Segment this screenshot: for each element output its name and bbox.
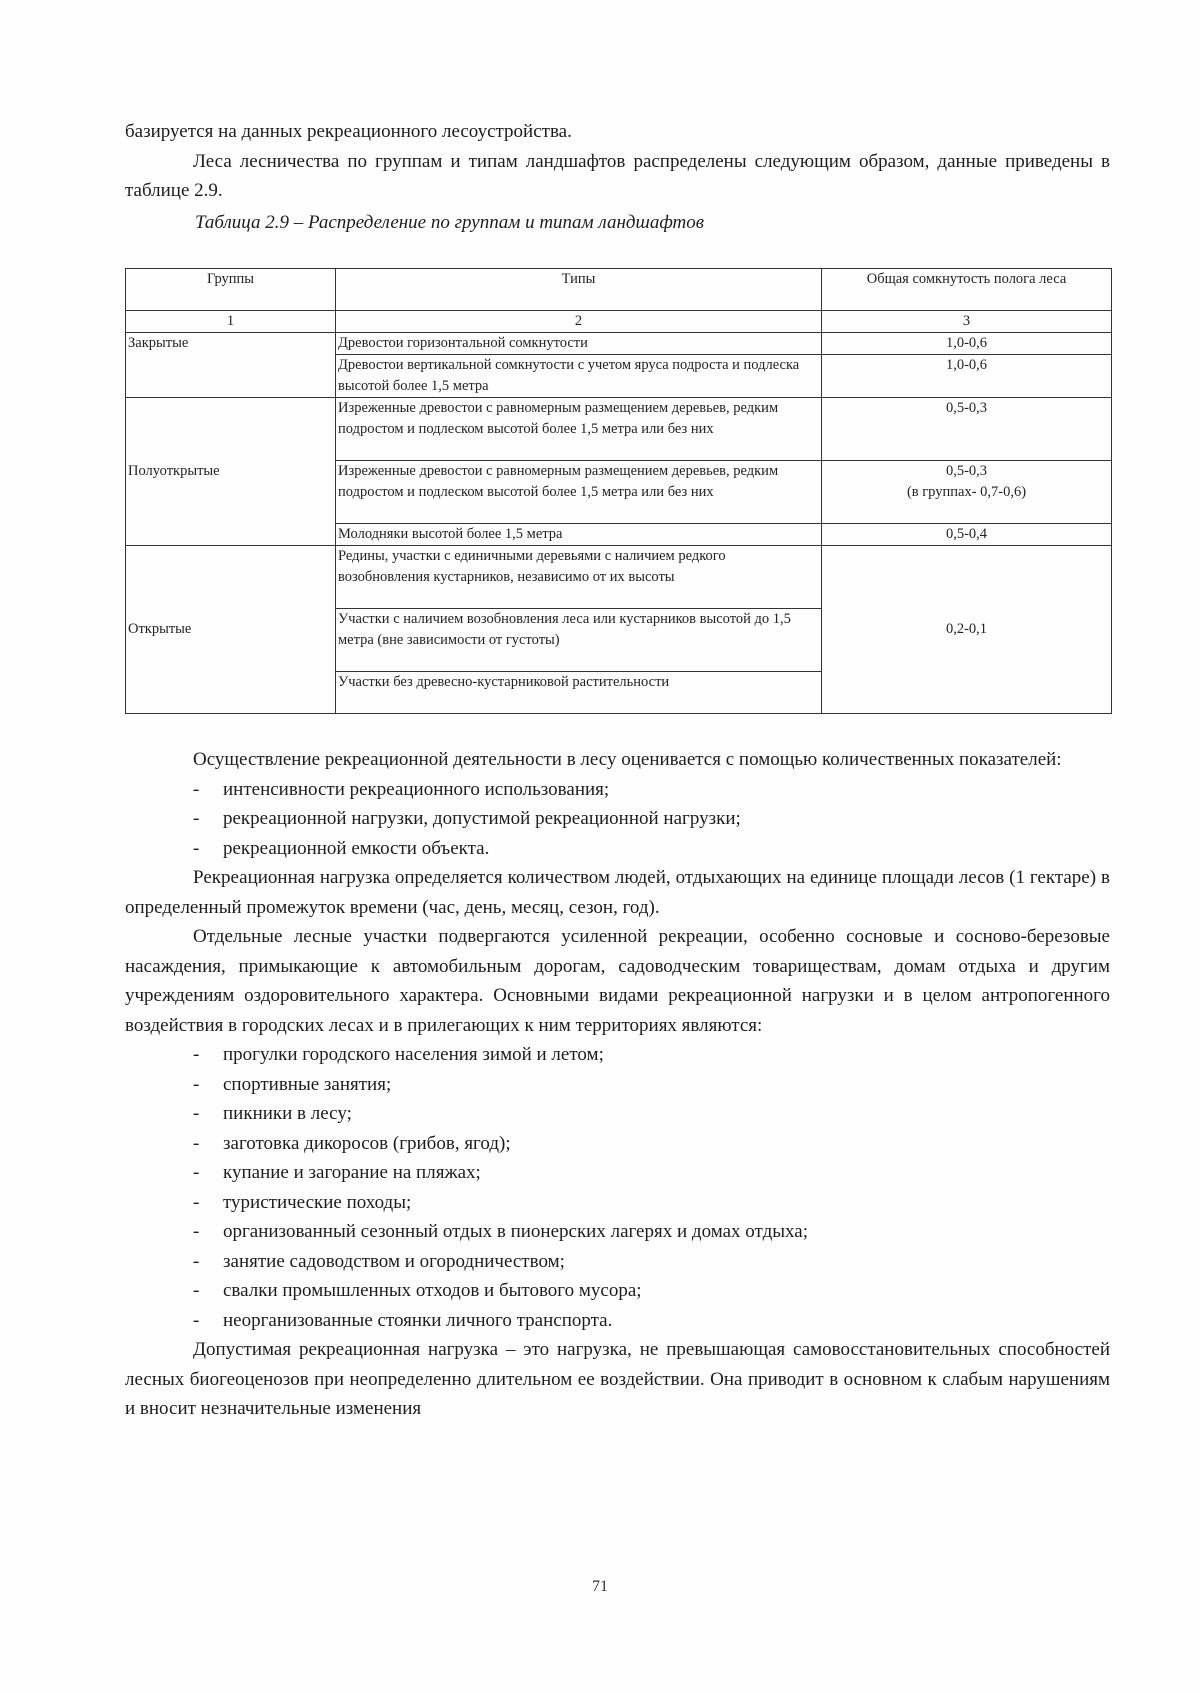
- header-groups: Группы: [126, 269, 336, 311]
- list-item-text: заготовка дикоросов (грибов, ягод);: [223, 1132, 511, 1154]
- value-cell: 0,2-0,1: [822, 546, 1112, 714]
- list-dash: -: [193, 808, 200, 829]
- paragraph: Осуществление рекреационной деятельности в лесу оценивается с помощью количественных показателей:: [193, 749, 1062, 770]
- list-item: [125, 1070, 1110, 1100]
- paragraph: Допустимая рекреационная нагрузка – это нагрузка, не превышающая самовосстановительных способностей лесных биогеоценозов при неопределенно длительном ее воздействии. Она приводит в основном к слабым нарушениям и вносит незначительные изменения: [125, 1339, 1110, 1419]
- list-item-text: спортивные занятия;: [223, 1073, 392, 1095]
- value-line: 0,5-0,3: [945, 463, 988, 479]
- list-item-text: занятие садоводством и огородничеством;: [223, 1250, 565, 1272]
- load-types-list: [125, 1040, 1110, 1335]
- type-cell: Редины, участки с единичными деревьями с наличием редкого возобновления кустарников, независимо от их высоты: [336, 546, 822, 609]
- list-item: [125, 1040, 1110, 1070]
- list-item-text: интенсивности рекреационного использования;: [223, 778, 610, 800]
- intro-block: [125, 117, 1110, 237]
- list-dash: -: [193, 778, 200, 800]
- list-item: [125, 834, 1110, 864]
- indicator-list: [125, 775, 1110, 864]
- type-cell: Участки без древесно-кустарниковой растительности: [336, 672, 822, 714]
- header-types: Типы: [336, 269, 822, 311]
- value-cell: 0,5-0,3: [822, 398, 1112, 461]
- list-item-text: свалки промышленных отходов и бытового мусора;: [223, 1280, 642, 1301]
- type-cell: Молодняки высотой более 1,5 метра: [336, 524, 822, 546]
- value-cell: [822, 461, 1112, 524]
- list-dash: -: [193, 1044, 200, 1065]
- table-number-row: [126, 311, 1112, 333]
- list-dash: -: [193, 1103, 200, 1124]
- list-item-text: прогулки городского населения зимой и летом;: [223, 1044, 604, 1065]
- page-number: 71: [592, 1578, 608, 1595]
- list-item-text: рекреационной емкости объекта.: [223, 837, 490, 859]
- value-cell: 1,0-0,6: [822, 355, 1112, 398]
- list-item-text: купание и загорание на пляжах;: [223, 1162, 481, 1183]
- header-canopy: Общая сомкнутость полога леса: [822, 269, 1112, 311]
- value-cell: 0,5-0,4: [822, 524, 1112, 546]
- list-dash: -: [193, 1309, 200, 1331]
- list-dash: -: [193, 1191, 200, 1213]
- list-dash: -: [193, 1221, 200, 1242]
- intro-paragraph: Леса лесничества по группам и типам ландшафтов распределены следующим образом, данные приведены в таблице 2.9.: [125, 150, 1110, 201]
- list-dash: -: [193, 1073, 200, 1095]
- table-header-row: [126, 269, 1112, 311]
- list-item: [125, 1099, 1110, 1129]
- list-item-text: туристические походы;: [223, 1191, 412, 1213]
- list-dash: -: [193, 837, 200, 859]
- body-text: [125, 745, 1110, 1424]
- list-dash: -: [193, 1280, 200, 1301]
- type-cell: Изреженные древостои с равномерным размещением деревьев, редким подростом и подлеском высотой более 1,5 метра или без них: [336, 398, 822, 461]
- list-item: [125, 1247, 1110, 1277]
- landscape-table: [125, 268, 1112, 714]
- list-item: [125, 1158, 1110, 1188]
- list-item: [125, 804, 1110, 834]
- list-item-text: организованный сезонный отдых в пионерских лагерях и домах отдыха;: [223, 1221, 808, 1242]
- col-number: 1: [126, 311, 336, 333]
- list-item: [125, 1276, 1110, 1306]
- group-cell: Полуоткрытые: [126, 398, 336, 546]
- list-item-text: неорганизованные стоянки личного транспорта.: [223, 1309, 613, 1331]
- table-row: [126, 546, 1112, 609]
- list-item: [125, 1129, 1110, 1159]
- group-cell: Закрытые: [126, 333, 336, 398]
- list-item: [125, 775, 1110, 805]
- col-number: 2: [336, 311, 822, 333]
- list-item: [125, 1217, 1110, 1247]
- type-cell: Древостои горизонтальной сомкнутости: [336, 333, 822, 355]
- list-item-text: рекреационной нагрузки, допустимой рекреационной нагрузки;: [223, 808, 741, 829]
- list-dash: -: [193, 1132, 200, 1154]
- list-item: [125, 1188, 1110, 1218]
- value-line: (в группах- 0,7-0,6): [906, 484, 1027, 500]
- value-cell: 1,0-0,6: [822, 333, 1112, 355]
- paragraph: Рекреационная нагрузка определяется количеством людей, отдыхающих на единице площади лесов (1 гектаре) в определенный промежуток времени (час, день, месяц, сезон, год).: [125, 867, 1110, 918]
- list-dash: -: [193, 1250, 200, 1272]
- table-row: [126, 333, 1112, 355]
- table-row: [126, 398, 1112, 461]
- list-item-text: пикники в лесу;: [223, 1103, 352, 1124]
- type-cell: Древостои вертикальной сомкнутости с учетом яруса подроста и подлеска высотой более 1,5 метра: [336, 355, 822, 398]
- list-dash: -: [193, 1162, 200, 1183]
- type-cell: Изреженные древостои с равномерным размещением деревьев, редким подростом и подлеском высотой более 1,5 метра или без них: [336, 461, 822, 524]
- intro-line: базируется на данных рекреационного лесоустройства.: [125, 121, 572, 142]
- group-cell: Открытые: [126, 546, 336, 714]
- paragraph: Отдельные лесные участки подвергаются усиленной рекреации, особенно сосновые и сосново-березовые насаждения, примыкающие к автомобильным дорогам, садоводческим товариществам, домам отдыха и другим учреждениям оздоровительного характера. Основными видами рекреационной нагрузки и в целом антропогенного воздействия в городских лесах и в прилегающих к ним территориях являются:: [125, 926, 1110, 1036]
- type-cell: Участки с наличием возобновления леса или кустарников высотой до 1,5 метра (вне зависимости от густоты): [336, 609, 822, 672]
- table-caption: Таблица 2.9 – Распределение по группам и типам ландшафтов: [195, 211, 705, 233]
- list-item: [125, 1306, 1110, 1336]
- col-number: 3: [822, 311, 1112, 333]
